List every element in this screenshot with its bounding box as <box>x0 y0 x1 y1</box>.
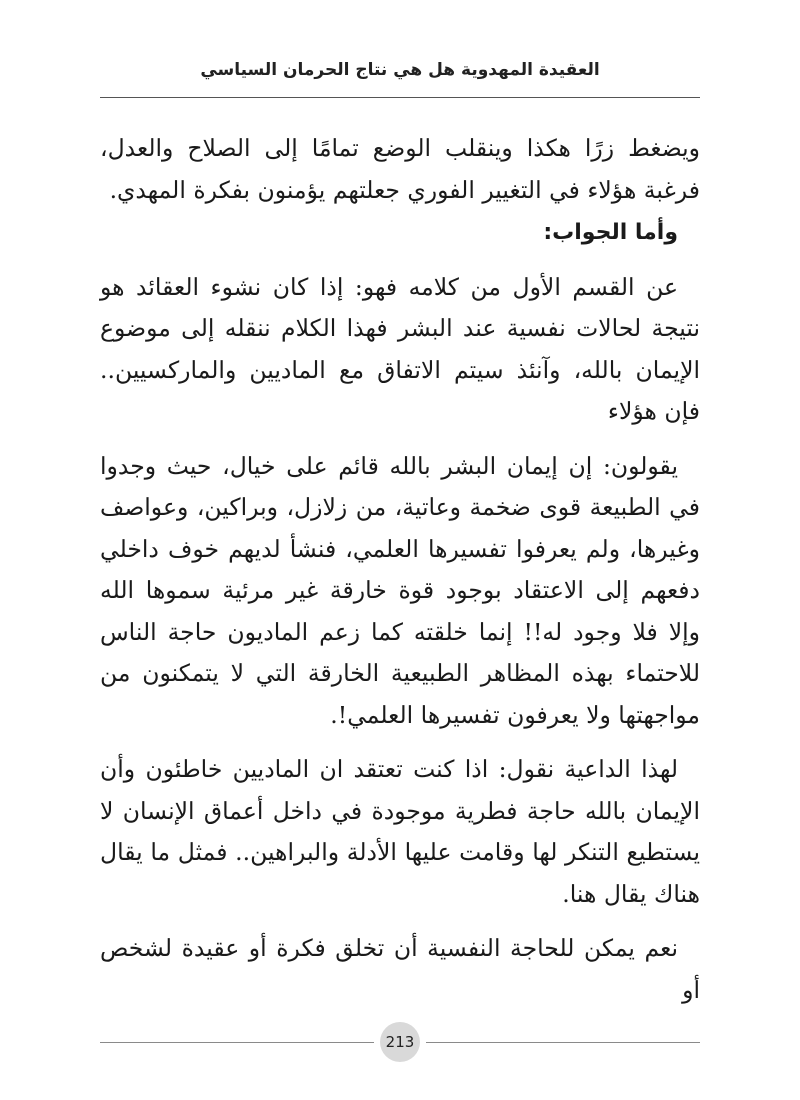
answer-heading <box>100 211 700 254</box>
answer-heading-text: وأما الجواب: <box>543 220 678 245</box>
paragraph-3: يقولون: إن إيمان البشر بالله قائم على خيال، حيث وجدوا في الطبيعة قوى ضخمة وعاتية، من زلازل، وبراكين، وعواصف وغيرها، ولم يعرفوا تفسيرها العلمي، فنشأ لديهم خوف داخلي دفعهم إلى الاعتقاد بوجود قوة خارقة غير مرئية سموها الله وإلا فلا وجود له!! إنما خلقته كما زعم الماديون حاجة الناس للاحتماء بهذه المظاهر الطبيعية الخارقة التي لا يتمكنون من مواجهتها ولا يعرفون تفسيرها العلمي!. <box>100 451 700 729</box>
footer-rule-right <box>426 1042 700 1043</box>
paragraph-4: لهذا الداعية نقول: اذا كنت تعتقد ان الماديين خاطئون وأن الإيمان بالله حاجة فطرية موجودة في داخل أعماق الإنسان لا يستطيع التنكر لها وقامت عليها الأدلة والبراهين.. فمثل ما يقال هناك يقال هنا. <box>100 755 700 908</box>
paragraph-1: ويضغط زرًا هكذا وينقلب الوضع تمامًا إلى الصلاح والعدل، فرغبة هؤلاء في التغيير الفوري جعلتهم يؤمنون بفكرة المهدي. <box>100 134 700 204</box>
page-body <box>100 128 700 1011</box>
footer-rule-left <box>100 1042 374 1043</box>
page-number: 213 <box>380 1022 420 1062</box>
header-divider <box>100 97 700 98</box>
paragraph-5: نعم يمكن للحاجة النفسية أن تخلق فكرة أو عقيدة لشخص أو <box>100 934 700 1004</box>
page-footer <box>100 1020 700 1064</box>
paragraph-2: عن القسم الأول من كلامه فهو: إذا كان نشوء العقائد هو نتيجة لحالات نفسية عند البشر فهذا الكلام ننقله إلى موضوع الإيمان بالله، وآنئذ سيتم الاتفاق مع الماديين والماركسيين.. فإن هؤلاء <box>100 272 700 425</box>
running-header-title: العقيدة المهدوية هل هي نتاج الحرمان السياسي <box>200 60 600 80</box>
